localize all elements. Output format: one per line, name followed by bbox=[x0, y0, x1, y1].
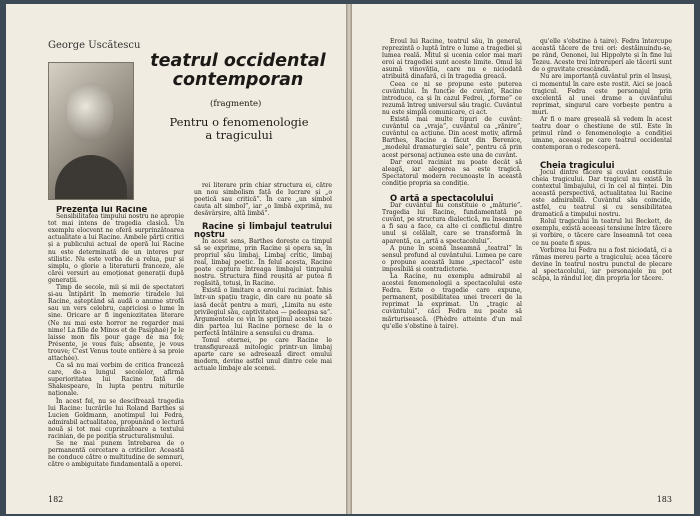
paragraph: Sensibilitatea timpului nostru ne apropie tot mai intens de tragedia clasică. Un exemplu elocvent ne oferă surprinzătoarea actualitate a lui Racine. Ambele părți critici și a publicului actual de operă lui Racine nu este determinată de un interes pur stilistic. Nu este vorba de a relua, pur și simplu, o glorie a literaturii franceze, ale cărei versuri au emoționat generații după generații. bbox=[48, 213, 184, 284]
heading-arta-spectacolului: O artă a spectacolului bbox=[390, 192, 494, 203]
paragraph: La Racine, nu exemplu admirabil al acestei fenomenologii a spectacolului este Fedra. Este o tragedie care expune, permanent, posibilitatea unei treceri de la reprimat la exprimat. Un „tragic al cuvântului”, căci Fedra nu poate să mărturisească. (Phèdre atteinte d'un mal qu'elle s'obstine à taire). bbox=[382, 273, 522, 330]
paragraph: Vorbirea lui Fedra nu a fost niciodată, ci a rămas mereu parte a tragicului; acea tăcere devine în teatrul nostru punctul de plecare al spectacolului, iar personajele nu pot scăpa, la rândul lor, din propria lor tăcere. bbox=[532, 246, 672, 282]
paragraph: Există mai multe tipuri de cuvânt: cuvântul ca „vraja”, cuvântul ca „rănire”, cuvântul ca acțiune. Din acest motiv, afirmă Barthes, Racine a făcut din Berenice, „modelul dramaturgiei sale”, pentru că prin acest personaj acțiunea este una de cuvânt. bbox=[382, 116, 522, 159]
paragraph: Dar cuvântul nu constituie o „măturie”. Tragedia lui Racine, fundamentată pe cuvânt, pe structura dialectică, nu înseamnă a fi sau a face, ca alte ci conflictul dintre unul și celălalt, care se transformă în aparență, ca „artă a spectacolului”. bbox=[382, 202, 522, 245]
book-spread bbox=[6, 4, 694, 514]
page-number-right: 183 bbox=[656, 495, 672, 504]
paragraph: Tonul eternei, pe care Racine le transfigurează mitologic printr-un limbaj aparte care se adresează direct omului modern, devine astfel unul dintre cele mai actuale limbaje ale scenei. bbox=[194, 336, 332, 373]
right-page bbox=[352, 4, 694, 514]
left-column-1 bbox=[48, 206, 184, 494]
author-portrait bbox=[48, 62, 134, 200]
heading-prezenta: Prezența lui Racine bbox=[56, 206, 148, 214]
left-page bbox=[6, 4, 346, 514]
title-line-2: contemporan bbox=[172, 70, 304, 90]
right-column-1 bbox=[382, 38, 522, 494]
paragraph: Se ne mai punem întrebarea de o permanentă cercetare a criticilor. Această ne conduce către o multitudine de semnuri, către o ambiguitate fundamentală a operei. bbox=[48, 440, 184, 469]
title-line-1: teatrul occidental bbox=[150, 51, 326, 71]
paragraph: Nu are importanță cuvântul prin el însuși, ci momentul în care este rostit. Aici se joacă tragicul. Fedra este personajul prin excelență al unei drame a cuvântului reprimat, singurul care vorbește pentru a muri. bbox=[532, 73, 672, 116]
portrait-face bbox=[67, 83, 113, 141]
paragraph: Ca să nu mai vorbim de critica franceză care, de-a lungul secolelor, afirmă superioritatea lui Racine față de Shakespeare, în lupta pentru miturile naționale. bbox=[48, 362, 184, 398]
heading-racine-limbajul: Racine și limbajul teatrului nostru bbox=[194, 221, 332, 239]
page-number-left: 182 bbox=[48, 495, 64, 504]
paragraph: Există o limitare a eroului raciniat. Înhis într-un spațiu tragic, din care nu poate să iasă decât pentru a muri, „Limita nu este privilegiul său, captivitatea — pedeapsa sa”. Argumentele ce vin în sprijinul acestei teze din partea lui Racine pornesc de la o perfectă întâlnire a sensului cu drama. bbox=[194, 287, 332, 337]
author-name: George Uscătescu bbox=[48, 40, 141, 51]
paragraph: qu'elle s'obstine à taire). Fedra întercupe această tăcere de trei ori: destăinuindu-se, pe rând, Oenonei, lui Hippolyte și în fine lui Tezeu. Aceste trei întreruperi ale tăcerii sunt de o gravitate crescândă. bbox=[532, 38, 672, 74]
paragraph: Jocul dintre tăcere și cuvânt constituie cheia tragicului. Dar tragicul nu există în contextul limbajului, ci în cel al ființei. Din această perspectivă, actualitatea lui Racine este admirabilă. Cuvântul său coincide, astfel, cu teatrul și cu sensibilitatea dramatică a timpului nostru. bbox=[532, 168, 672, 219]
article-title bbox=[140, 52, 336, 90]
paragraph: Ceea ce ni se propune este puterea cuvântului. În funcție de cuvânt, Racine introduce, ca și în cazul Fedrei, „forme” ce rezumă întreg universul său tragic. Cuvântul nu este simplă comunicare, ci act. bbox=[382, 80, 522, 116]
section-title bbox=[146, 116, 332, 142]
right-column-2 bbox=[532, 38, 672, 494]
paragraph: rei literare prin chiar structura ei, către un nou simbolism față de lucrare și „o poetică sau critică”. În care „un simbol cauta alt simbol”, iar „o limbă exprimă, nu desăvârșire, altă limbă”. bbox=[194, 182, 332, 218]
paragraph: Timp de secole, mii și mii de spectatori și-au întipărit în memorie tiradele lui Racine, așteptând să audă o anume strofă sau un vers celebru, capricioși o lume în sine. Oricare ar fi ingeniozitatea literare (Ne nu mai este horror ne regarder mai nime! La fille de Minos et de Pasiphaé) Je le laisse mon fils pour gage de ma foi; Présente, je vous fuis; absente, je vous trouve; C'est Venus toute entière à sa proie attachée). bbox=[48, 284, 184, 362]
section-title-line-2: a tragicului bbox=[205, 128, 273, 142]
paragraph: În acest fel, nu se descifrează tragedia lui Racine: lucrările lui Roland Barthes și Lucien Goldmann, anotimpul lui Fedra, admirabil actualitatea, propunând o lectură nouă și tot mai cuprinzătoare a textului racinian, de pe poziția structuralismului. bbox=[48, 397, 184, 440]
heading-cheia-tragicului: Cheia tragicului bbox=[540, 159, 615, 170]
paragraph: Eroul lui Racine, teatrul său, în general, reprezintă o luptă între o lume a tragediei și lumea reală. Mitul și ucenia celor mai mari eroi ai tragediei sunt aceste limite. Omul își asumă vinovăția, care nu e niciodată atribuită dinafară, ci în tragedia greacă. bbox=[382, 38, 522, 81]
left-column-2 bbox=[194, 182, 332, 494]
portrait-shoulders bbox=[55, 155, 127, 199]
paragraph: Rolul tragicului în teatrul lui Beckett, de exemplu, există aceeași tensiune între tăcere și vorbire, o tăcere care înseamnă tot ceea ce nu poate fi spus. bbox=[532, 218, 672, 247]
paragraph: Dar eroul raciniat nu poate decât să aleagă, iar alegerea sa este tragică. Spectatorul modern recunoaște în această condiție propria sa condiție. bbox=[382, 158, 522, 187]
article-subtitle: (fragmente) bbox=[210, 99, 262, 109]
paragraph: În acest sens, Barthes dorește ca timpul să se exprime, prin Racine și opera sa, în propriul său limbaj. Limbaj critic, limbaj real, limbaj poetic. În felul acesta, Racine poate captura întreaga limbajul timpului nostru. Structura fiind reușită ar putea fi regăsită, totuși, în Racine. bbox=[194, 237, 332, 288]
paragraph: Ar fi o mare greșeală să vedem în acest teatru doar o chestiune de stil. Este în primul rând o fenomenologie a condiției umane, aceeași pe care teatrul occidental contemporan o redescoperă. bbox=[532, 116, 672, 152]
section-title-line-1: Pentru o fenomenologie bbox=[169, 115, 309, 129]
paragraph: A pune în scenă înseamnă „teatral” în sensul profund al cuvântului. Lumea pe care o propune această lume „spectacol” este imposibilă și contradictorie. bbox=[382, 244, 522, 273]
